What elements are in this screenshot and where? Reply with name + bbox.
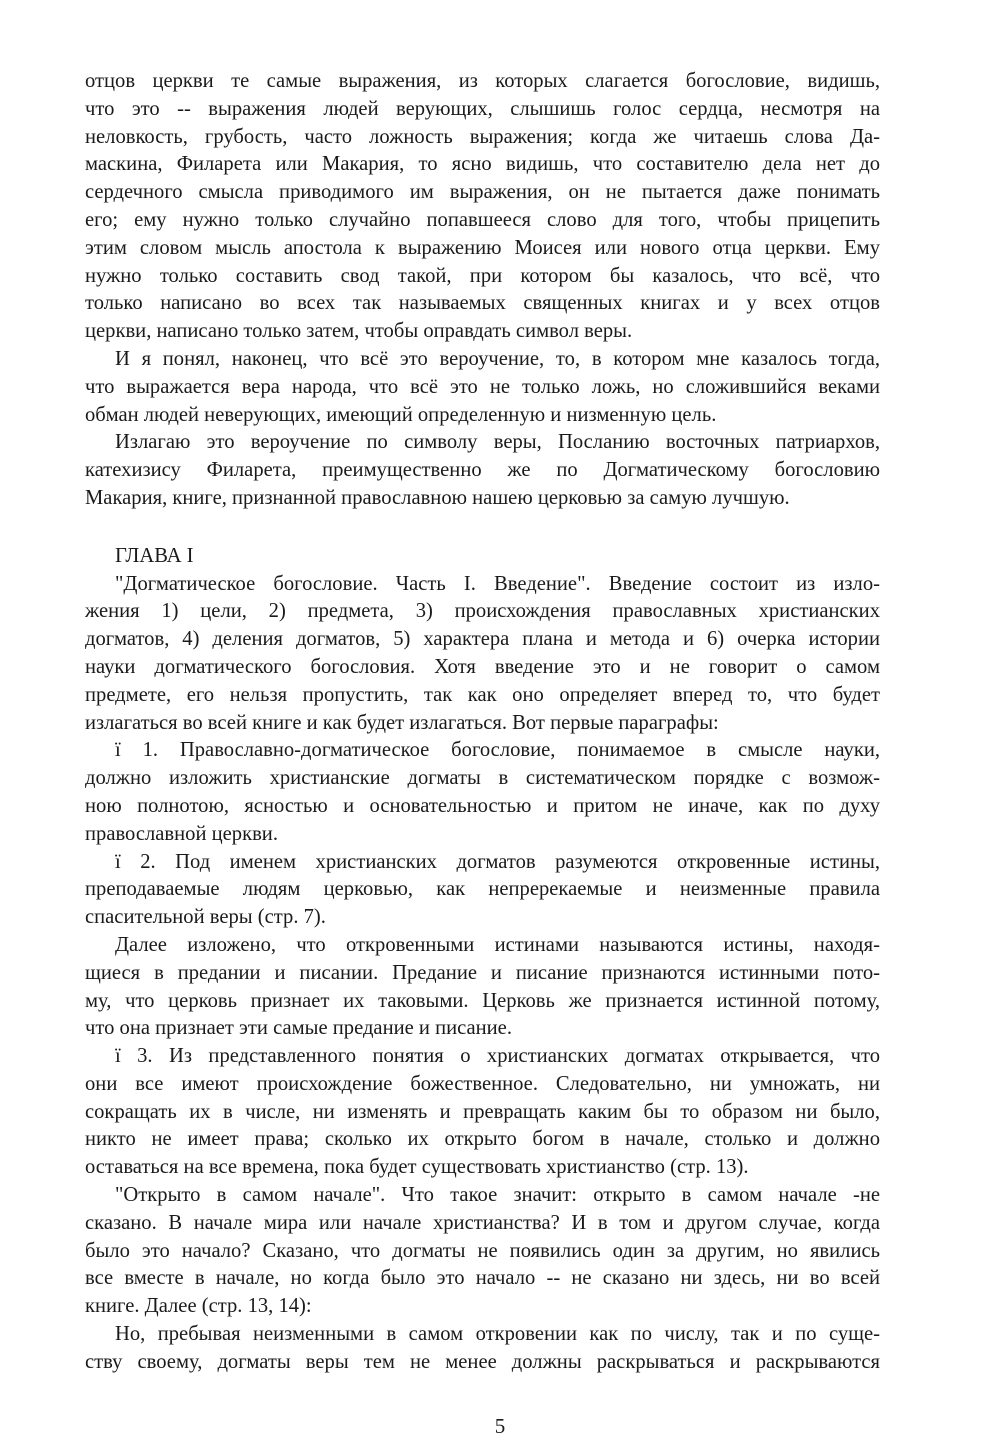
text-line: науки догматического богословия. Хотя введение это и не говорит о самом: [85, 655, 880, 678]
text-line: должно изложить христианские догматы в систематическом порядке с возмож-: [85, 767, 880, 790]
paragraph: [85, 1321, 880, 1377]
text-line: ГЛАВА I: [115, 544, 194, 567]
paragraph: [85, 1043, 880, 1182]
text-line: все вместе в начале, но когда было это начало -- не сказано ни здесь, ни во всей: [85, 1267, 880, 1290]
text-line: никто не имеет права; сколько их открыто богом в начале, столько и должно: [85, 1128, 880, 1151]
text-line: они все имеют происхождение божественное. Следовательно, ни умножать, ни: [85, 1072, 880, 1095]
text-line: что она признает эти самые предание и писание.: [85, 1017, 512, 1040]
text-line: книге. Далее (стр. 13, 14):: [85, 1295, 312, 1318]
paragraph: [85, 849, 880, 932]
text-line: спасительной веры (стр. 7).: [85, 906, 326, 929]
text-line: что выражается вера народа, что всё это не только ложь, но сложившийся веками: [85, 375, 880, 398]
text-line: Но, пребывая неизменными в самом откровении как по числу, так и по суще-: [115, 1323, 880, 1346]
text-line: нужно только составить свод такой, при котором бы казалось, что всё, что: [85, 264, 880, 287]
text-line: "Открыто в самом начале". Что такое значит: открыто в самом начале -не: [115, 1184, 880, 1207]
text-line: му, что церковь признает их таковыми. Церковь же признается истинной потому,: [85, 989, 880, 1012]
text-line: Макария, книге, признанной православною нашею церковью за самую лучшую.: [85, 486, 790, 509]
text-line: сердечного смысла приводимого им выражения, он не пытается даже понимать: [85, 181, 880, 204]
document-body: [85, 68, 880, 1377]
text-line: преподаваемые людям церковью, как непререкаемые и неизменные правила: [85, 878, 880, 901]
text-line: отцов церкви те самые выражения, из которых слагается богословие, видишь,: [85, 70, 880, 92]
text-line: ї 3. Из представленного понятия о христианских догматах открывается, что: [115, 1045, 880, 1068]
spacer: [85, 513, 880, 543]
page-number: 5: [494, 1414, 506, 1438]
paragraph: [85, 429, 880, 512]
paragraph: [85, 737, 880, 848]
text-line: щиеся в предании и писании. Предание и писание признаются истинными пото-: [85, 961, 880, 984]
text-line: его; ему нужно только случайно попавшееся слово для того, чтобы прицепить: [85, 208, 880, 231]
text-line: ї 1. Православно-догматическое богословие, понимаемое в смысле науки,: [115, 739, 880, 762]
text-line: только написано во всех так называемых священных книгах и у всех отцов: [85, 292, 880, 315]
paragraph: [85, 1182, 880, 1321]
text-line: предмете, его нельзя пропустить, так как оно определяет вперед то, что будет: [85, 683, 880, 706]
text-line: неловкость, грубость, часто ложность выражения; когда же читаешь слова Да-: [85, 125, 880, 148]
text-line: сказано. В начале мира или начале христианства? И в том и другом случае, когда: [85, 1211, 880, 1234]
text-line: излагаться во всей книге и как будет излагаться. Вот первые параграфы:: [85, 711, 719, 734]
paragraph: [85, 68, 880, 346]
text-line: было это начало? Сказано, что догматы не появились один за другим, но явились: [85, 1239, 880, 1262]
text-line: оставаться на все времена, пока будет существовать христианство (стр. 13).: [85, 1156, 749, 1179]
paragraph: [85, 571, 880, 738]
text-line: ству своему, догматы веры тем не менее должны раскрываться и раскрываются: [85, 1350, 880, 1373]
text-line: церкви, написано только затем, чтобы оправдать символ веры.: [85, 320, 633, 343]
paragraph: [85, 346, 880, 429]
text-line: Далее изложено, что откровенными истинами называются истины, находя-: [115, 933, 880, 956]
text-line: что это -- выражения людей верующих, слышишь голос сердца, несмотря на: [85, 97, 880, 120]
text-line: маскина, Филарета или Макария, то ясно видишь, что составителю дела нет до: [85, 153, 880, 176]
chapter-heading: [85, 543, 880, 571]
text-line: Излагаю это вероучение по символу веры, Посланию восточных патриархов,: [115, 431, 880, 454]
text-line: ї 2. Под именем христианских догматов разумеются откровенные истины,: [115, 850, 880, 873]
text-line: сокращать их в числе, ни изменять и превращать каким бы то образом ни было,: [85, 1100, 880, 1123]
paragraph: [85, 932, 880, 1043]
text-line: "Догматическое богословие. Часть I. Введение". Введение состоит из изло-: [115, 572, 880, 595]
text-line: этим словом мысль апостола к выражению Моисея или нового отца церкви. Ему: [85, 236, 880, 259]
text-line: катехизису Филарета, преимущественно же по Догматическому богословию: [85, 459, 880, 482]
text-line: обман людей неверующих, имеющий определенную и низменную цель.: [85, 403, 717, 426]
text-line: догматов, 4) деления догматов, 5) характера плана и метода и 6) очерка истории: [85, 628, 880, 651]
text-line: И я понял, наконец, что всё это вероучение, то, в котором мне казалось тогда,: [115, 347, 880, 370]
text-line: ною полнотою, ясностью и основательностью и притом не иначе, как по духу: [85, 794, 880, 817]
text-line: православной церкви.: [85, 822, 278, 845]
text-line: жения 1) цели, 2) предмета, 3) происхождения православных христианских: [85, 600, 880, 623]
